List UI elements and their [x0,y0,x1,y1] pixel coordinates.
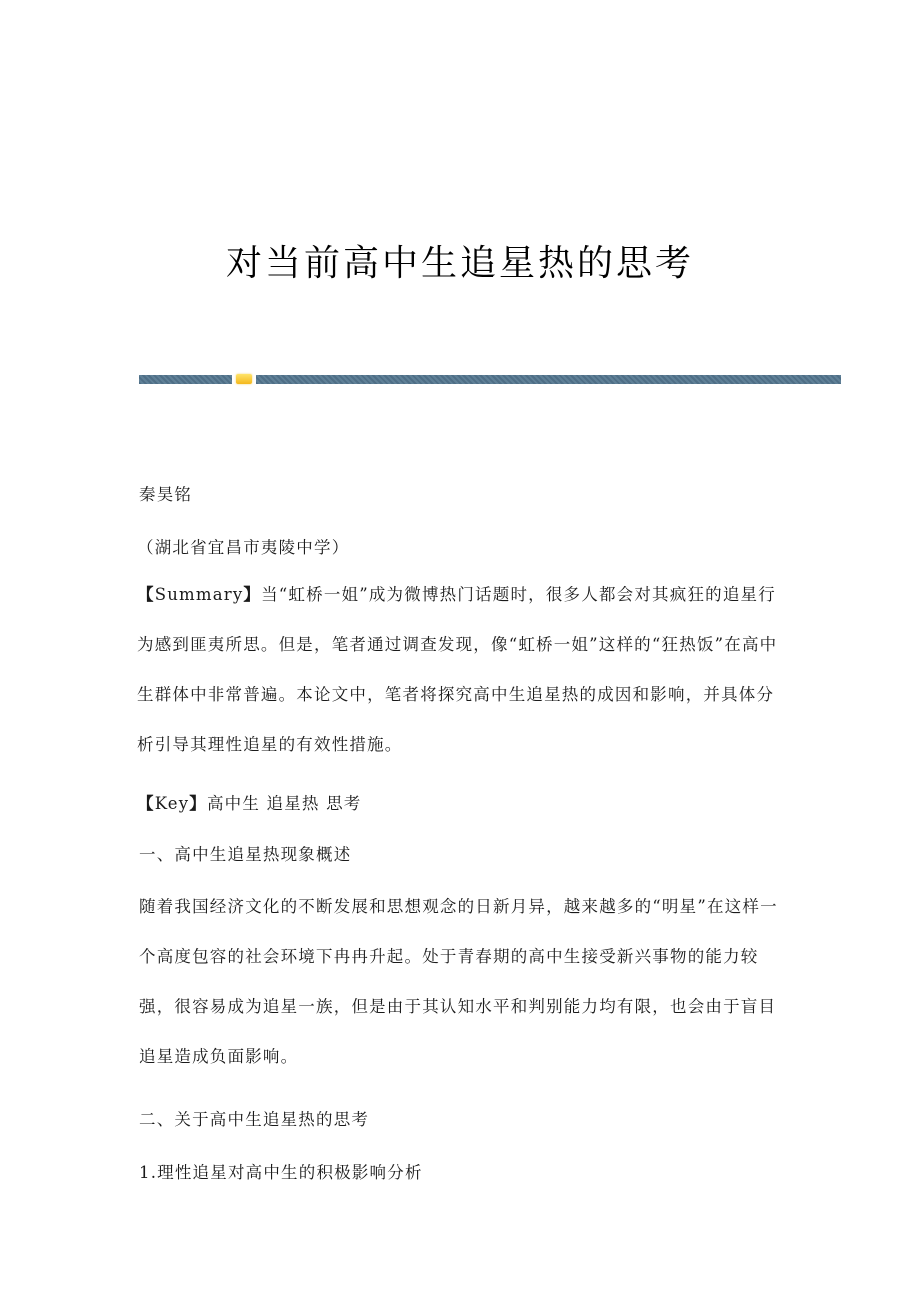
summary-label: Summary [154,585,244,604]
subsection-heading-2-1: 1.理性追星对高中生的积极影响分析 [139,1163,423,1182]
divider-ornament-icon [236,374,252,384]
summary-text: 当“虹桥一姐”成为微博热门话题时，很多人都会对其疯狂的追星行为感到匪夷所思。但是，笔者通过调查发现，像“虹桥一姐”这样的“狂热饭”在高中生群体中非常普遍。本论文中，笔者将探究高中生追星热的成因和影响，并具体分析引导其理性追星的有效性措施。 [137,585,778,754]
keywords-label: Key [154,794,190,813]
divider-bar-left [139,375,232,384]
keywords-text: 高中生 追星热 思考 [206,794,362,813]
section-heading-1: 一、高中生追星热现象概述 [139,845,352,864]
divider-bar-right [256,375,841,384]
keywords [137,779,361,829]
abstract [137,570,787,770]
summary-bracket-close: 】 [243,585,262,604]
summary-bracket-open: 【 [137,585,155,604]
author-affiliation: （湖北省宜昌市夷陵中学） [137,538,350,557]
section-body-1: 随着我国经济文化的不断发展和思想观念的日新月异，越来越多的“明星”在这样一个高度包容的社会环境下冉冉升起。处于青春期的高中生接受新兴事物的能力较强，很容易成为追星一族，但是由于其认知水平和判别能力均有限，也会由于盲目追星造成负面影响。 [139,897,778,1066]
author-name: 秦昊铭 [139,485,193,504]
section-heading-2: 二、关于高中生追星热的思考 [139,1110,370,1129]
keywords-bracket-close: 】 [189,794,207,813]
page-title: 对当前高中生追星热的思考 [225,243,694,285]
title-divider [139,375,841,384]
keywords-bracket-open: 【 [137,794,155,813]
